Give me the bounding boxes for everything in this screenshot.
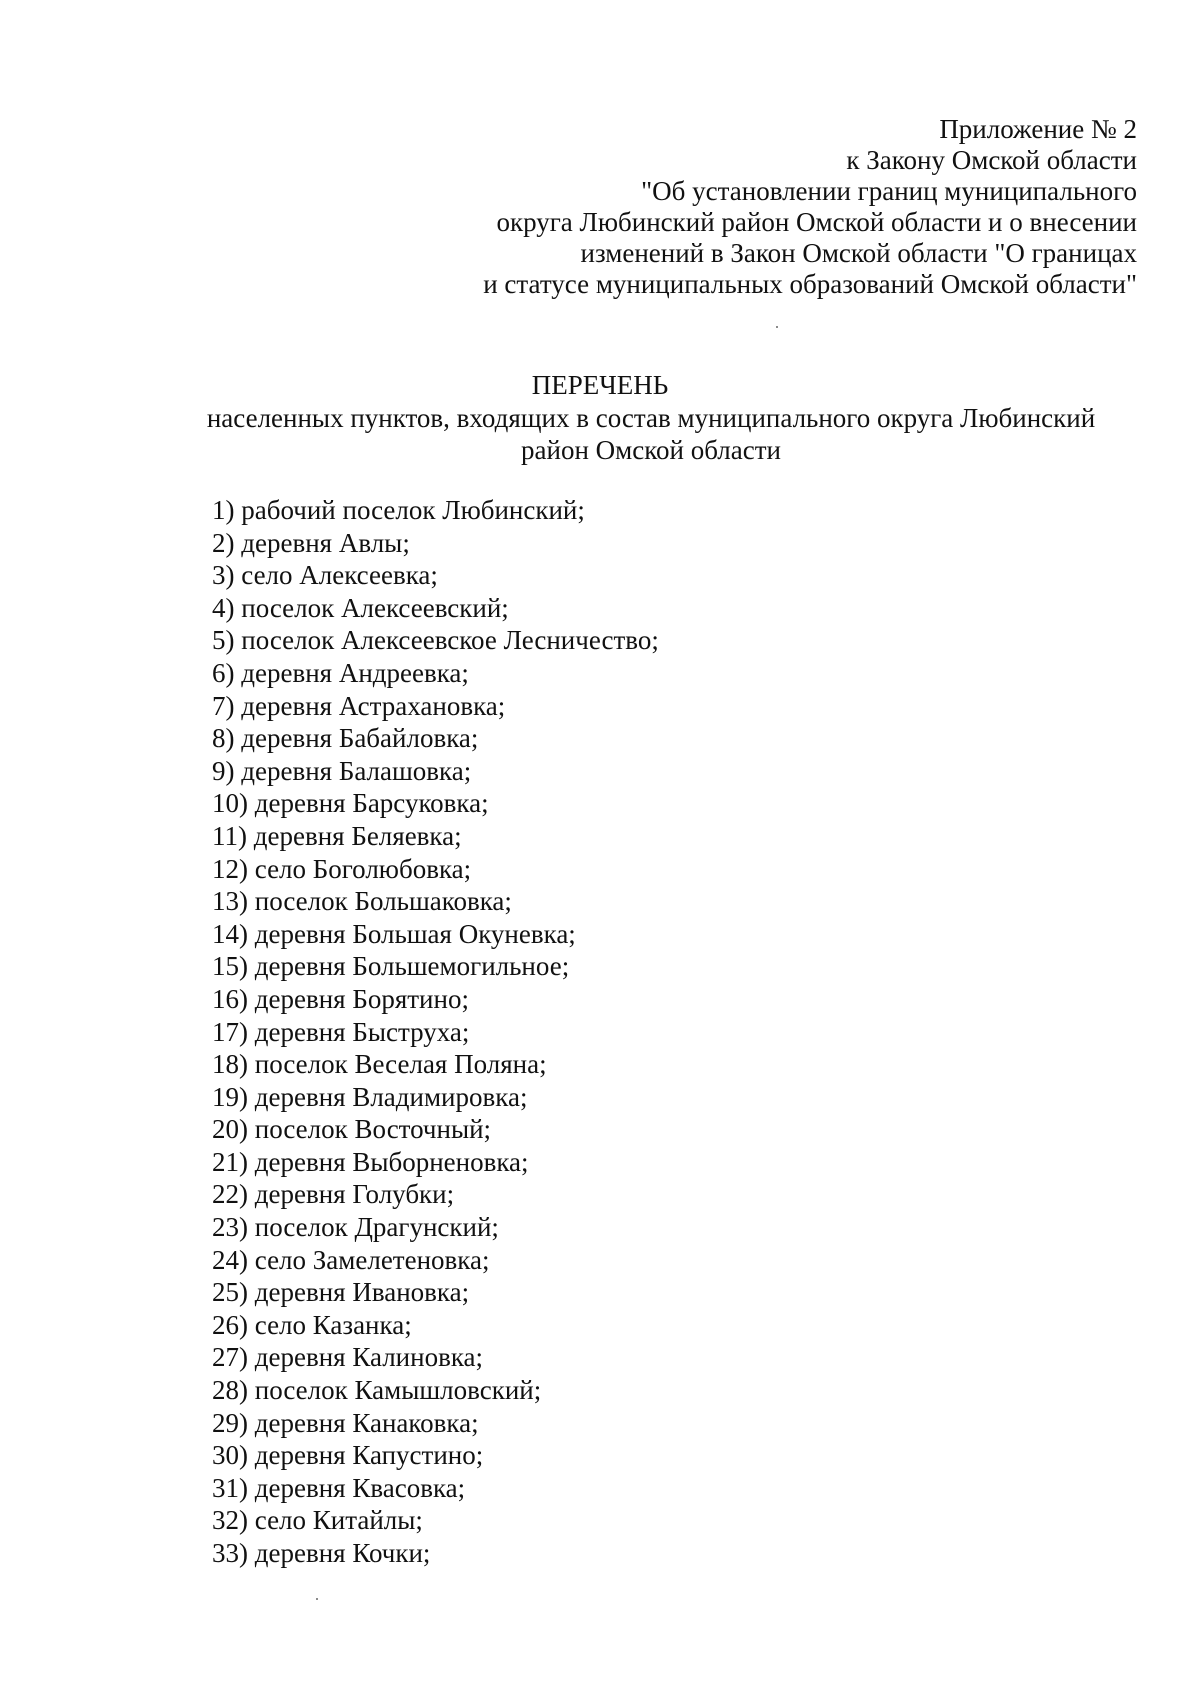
list-item-name: деревня Быструха;	[254, 1016, 470, 1047]
list-item	[212, 1439, 659, 1472]
list-item-name: поселок Восточный;	[254, 1114, 492, 1145]
list-item	[212, 722, 659, 755]
list-item	[212, 1276, 659, 1309]
appendix-header-line: изменений в Закон Омской области "О границах	[580, 238, 1137, 268]
list-item-name: деревня Астрахановка;	[241, 690, 506, 721]
list-item	[212, 1407, 659, 1440]
list-item	[212, 1048, 659, 1081]
list-item-name: поселок Веселая Поляна;	[254, 1049, 547, 1080]
list-item	[212, 950, 659, 983]
list-item-name: деревня Барсуковка;	[254, 788, 489, 819]
list-item	[212, 559, 659, 592]
appendix-header-line: и статусе муниципальных образований Омской области"	[483, 269, 1137, 299]
list-item-number: 15)	[212, 951, 248, 982]
list-item-number: 10)	[212, 788, 248, 819]
list-item	[212, 918, 659, 951]
list-item-name: деревня Капустино;	[254, 1440, 484, 1471]
list-item-number: 19)	[212, 1081, 248, 1112]
list-item-number: 7)	[212, 690, 235, 721]
list-item-number: 30)	[212, 1440, 248, 1471]
list-item-name: деревня Балашовка;	[241, 755, 472, 786]
list-item-number: 6)	[212, 657, 235, 688]
list-item-name: деревня Ивановка;	[254, 1277, 470, 1308]
list-item	[212, 1244, 659, 1277]
list-item-name: деревня Андреевка;	[241, 657, 469, 688]
list-item-name: поселок Камышловский;	[254, 1375, 542, 1406]
list-item-number: 5)	[212, 625, 235, 656]
list-item-number: 17)	[212, 1016, 248, 1047]
list-item-name: деревня Беляевка;	[253, 820, 462, 851]
list-item-name: село Алексеевка;	[241, 560, 438, 591]
list-item	[212, 1309, 659, 1342]
appendix-header-line: округа Любинский район Омской области и о внесении	[496, 207, 1137, 237]
list-item-number: 8)	[212, 723, 235, 754]
list-item-name: деревня Выборненовка;	[254, 1146, 529, 1177]
list-item	[212, 1537, 659, 1570]
list-item-name: деревня Кочки;	[254, 1538, 431, 1568]
appendix-header-line: к Закону Омской области	[846, 145, 1137, 175]
list-item-name: деревня Большая Окуневка;	[254, 918, 576, 949]
list-item	[212, 657, 659, 690]
subtitle-line: населенных пунктов, входящих в состав муниципального округа Любинский	[206, 403, 1096, 433]
list-item-name: деревня Калиновка;	[254, 1342, 484, 1373]
list-item-name: село Китайлы;	[254, 1505, 423, 1536]
list-item-number: 21)	[212, 1146, 248, 1177]
list-item-name: село Замелетеновка;	[254, 1244, 490, 1275]
list-item-name: поселок Драгунский;	[254, 1212, 499, 1243]
list-item-number: 26)	[212, 1309, 248, 1340]
list-item	[212, 1504, 659, 1537]
list-item-name: село Казанка;	[254, 1309, 412, 1340]
list-item-number: 33)	[212, 1538, 248, 1568]
subtitle-line: район Омской области	[521, 435, 781, 465]
list-item	[212, 494, 659, 527]
document-subtitle	[176, 402, 1126, 466]
list-item-name: поселок Алексеевское Лесничество;	[241, 625, 659, 656]
list-item	[212, 983, 659, 1016]
list-item-name: село Боголюбовка;	[254, 853, 472, 884]
list-item-number: 22)	[212, 1179, 248, 1210]
list-item	[212, 690, 659, 723]
list-item-name: деревня Канаковка;	[254, 1407, 479, 1438]
list-item	[212, 853, 659, 886]
list-item	[212, 787, 659, 820]
list-item-number: 1)	[212, 495, 235, 525]
list-item-number: 2)	[212, 527, 235, 558]
list-item	[212, 1016, 659, 1049]
list-item-number: 4)	[212, 592, 235, 623]
appendix-header-line: Приложение № 2	[939, 114, 1137, 144]
list-item-number: 27)	[212, 1342, 248, 1373]
list-item	[212, 1146, 659, 1179]
list-item	[212, 1472, 659, 1505]
list-item-number: 24)	[212, 1244, 248, 1275]
list-item	[212, 885, 659, 918]
list-item-name: деревня Бабайловка;	[241, 723, 479, 754]
list-item	[212, 1341, 659, 1374]
list-item	[212, 755, 659, 788]
list-item-name: деревня Квасовка;	[254, 1472, 466, 1503]
list-item-name: поселок Алексеевский;	[241, 592, 509, 623]
list-item-number: 3)	[212, 560, 235, 591]
appendix-header-line: "Об установлении границ муниципального	[641, 176, 1137, 206]
list-item-number: 32)	[212, 1505, 248, 1536]
list-item	[212, 1113, 659, 1146]
list-item-number: 9)	[212, 755, 235, 786]
scan-speck	[776, 326, 778, 328]
list-item-number: 14)	[212, 918, 248, 949]
appendix-header	[377, 114, 1137, 300]
list-item-number: 25)	[212, 1277, 248, 1308]
list-item-number: 13)	[212, 886, 248, 917]
settlement-list	[212, 494, 659, 1570]
list-item-name: деревня Авлы;	[241, 527, 410, 558]
list-item	[212, 1178, 659, 1211]
list-item	[212, 592, 659, 625]
list-item-number: 31)	[212, 1472, 248, 1503]
list-item-number: 28)	[212, 1375, 248, 1406]
list-item-number: 16)	[212, 983, 248, 1014]
list-item-name: деревня Большемогильное;	[254, 951, 570, 982]
list-item-name: рабочий поселок Любинский;	[241, 495, 585, 525]
list-item	[212, 624, 659, 657]
scan-speck	[316, 1598, 318, 1600]
list-item-number: 12)	[212, 853, 248, 884]
list-item	[212, 527, 659, 560]
list-item-name: деревня Владимировка;	[254, 1081, 528, 1112]
list-item	[212, 820, 659, 853]
list-item-name: деревня Борятино;	[254, 983, 469, 1014]
list-item-number: 11)	[212, 820, 247, 851]
list-item-name: поселок Большаковка;	[254, 886, 512, 917]
list-item-name: деревня Голубки;	[254, 1179, 455, 1210]
list-item	[212, 1081, 659, 1114]
list-item-number: 23)	[212, 1212, 248, 1243]
list-item-number: 18)	[212, 1049, 248, 1080]
list-item-number: 29)	[212, 1407, 248, 1438]
list-item	[212, 1211, 659, 1244]
list-item	[212, 1374, 659, 1407]
list-item-number: 20)	[212, 1114, 248, 1145]
document-title: ПЕРЕЧЕНЬ	[531, 370, 669, 400]
